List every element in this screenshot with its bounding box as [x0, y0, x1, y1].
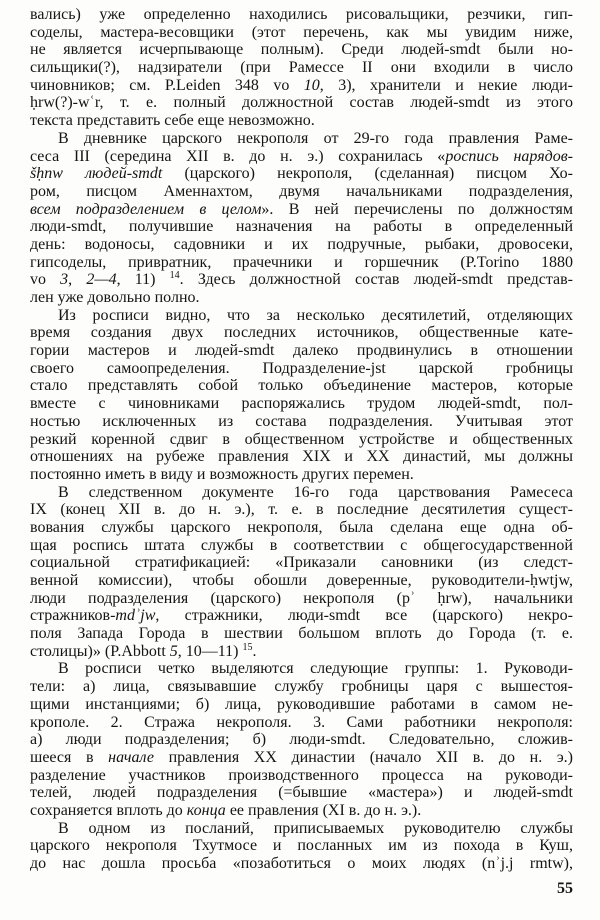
text-line: [30, 218, 573, 236]
text-line: [30, 59, 573, 77]
text-line: [30, 749, 573, 767]
text-run: вались) уже определенно находились рисовальщики, резчики, гип-: [30, 6, 573, 23]
italic-text: конца: [186, 801, 226, 819]
text-run: своего самоопределения. Подразделение-jst царской гробницы: [30, 359, 573, 377]
text-run: сохраняется вплоть до: [30, 801, 187, 819]
text-line: [30, 731, 573, 749]
italic-text: šḥnw людей-smdt: [30, 165, 163, 183]
footnote-ref: 15: [242, 641, 253, 653]
text-run: день: водоносы, садовники и их подручные, рыбаки, дровосеки,: [30, 235, 573, 253]
text-line: [30, 201, 573, 219]
text-line: [30, 484, 573, 502]
text-run: IX (конец XII в. до н. э.), т. е. в последние десятилетия сущест-: [30, 501, 573, 519]
text-run: резкий коренной сдвиг в общественном устройстве и общественных: [30, 430, 573, 448]
text-line: [30, 324, 573, 342]
text-run: (царского) некрополя, (сделанная) писцом Хо-: [162, 165, 573, 183]
text-run: , 10—11): [177, 642, 243, 660]
text-line: [30, 501, 573, 519]
text-run: отношениях на рубеже правления XIX и XX династий, мы должны: [30, 448, 573, 466]
text-run: , 11): [116, 271, 170, 289]
text-run: не является исчерпывающе полным). Среди людей-smdt были но-: [30, 41, 573, 59]
text-line: [30, 307, 573, 325]
text-line: [30, 377, 573, 395]
text-line: [30, 413, 573, 431]
text-run: , 3), хранители и некие люди-: [319, 76, 573, 94]
text-line: [30, 519, 573, 537]
text-line: [30, 360, 573, 378]
text-run: В следственном документе 16-го года царствования Рамесеса: [58, 483, 573, 501]
text-run: постоянно иметь в виду и возможность других перемен.: [30, 465, 414, 483]
text-run: шееся в: [30, 748, 109, 766]
text-run: люди-smdt, получившие назначения на работы в определенный: [30, 218, 573, 236]
text-run: вместе с чиновниками распоряжались трудом людей-smdt, пол-: [30, 395, 573, 413]
italic-text: 3: [60, 271, 69, 289]
text-run: В росписи четко выделяются следующие группы: 1. Руководи-: [58, 660, 573, 678]
text-run: люди подразделения (царского) некрополя (pʾ ḥrw), начальники: [30, 589, 573, 607]
text-line: [30, 94, 573, 112]
text-line: [30, 289, 573, 307]
text-line: [30, 148, 573, 166]
footnote-ref: 14: [169, 270, 180, 282]
text-run: вования службы царского некрополя, была сделана еще одна об-: [30, 518, 573, 536]
text-run: щими инстанциями; б) лица, руководившие работами в самом не-: [30, 695, 573, 713]
text-run: социальной стратификацией: «Приказали сановники (из следст-: [30, 554, 573, 572]
text-line: [30, 342, 573, 360]
text-run: стражников-: [30, 607, 116, 625]
text-run: стало представлять собой только объединение мастеров, которые: [30, 377, 573, 395]
text-line: [30, 271, 573, 289]
text-line: [30, 77, 573, 95]
text-run: тели: а) лица, связывавшие службу гробницы царя с вышестоя-: [30, 678, 573, 696]
text-line: [30, 41, 573, 59]
text-run: а) люди подразделения; б) люди-smdt. Следовательно, сложив-: [30, 731, 573, 749]
text-line: [30, 183, 573, 201]
text-line: [30, 165, 573, 183]
text-line: [30, 112, 573, 130]
text-line: [30, 431, 573, 449]
text-run: гипсоделы, привратник, прачечники и горшечник (P.Torino 1880: [30, 253, 573, 271]
paragraph: [30, 6, 573, 130]
paragraph: [30, 307, 573, 484]
text-run: ностью исключенных из состава подразделения. Учитывая этот: [30, 412, 573, 430]
paragraph: [30, 660, 573, 819]
text-run: щая роспись штата службы в соответствии с общегосударственной: [30, 536, 573, 554]
text-run: соделы, мастера-весовщики (этот перечень, как мы увидим ниже,: [30, 23, 573, 41]
text-line: [30, 466, 573, 484]
text-run: В дневнике царского некрополя от 29-го года правления Раме-: [58, 129, 573, 147]
text-line: [30, 130, 573, 148]
text-line: [30, 236, 573, 254]
text-line: [30, 6, 573, 24]
text-run: чиновников; см. P.Leiden 348 vo: [30, 76, 304, 94]
text-run: текста представить себе еще невозможно.: [30, 112, 315, 130]
text-line: [30, 554, 573, 572]
italic-text: всем подразделением в целом: [30, 200, 262, 218]
text-line: [30, 660, 573, 678]
text-line: [30, 837, 573, 855]
text-line: [30, 24, 573, 42]
text-run: телей, людей подразделения (=бывшие «мастера») и людей-smdt: [30, 784, 573, 802]
page-body: [30, 6, 573, 873]
text-run: В одном из посланий, приписываемых руководителю службы: [58, 819, 573, 837]
text-run: поля Запада Города в шествии большом вплоть до Города (т. е.: [30, 625, 573, 643]
text-line: [30, 572, 573, 590]
text-run: vo: [30, 271, 61, 289]
text-run: Из росписи видно, что за несколько десятилетий, отделяющих: [58, 306, 573, 324]
italic-text: 10: [303, 76, 320, 94]
text-line: [30, 784, 573, 802]
paragraph: [30, 484, 573, 661]
page-number: 55: [557, 880, 573, 897]
text-run: до нас дошла просьба «позаботиться о моих людях (nʾj.j rmtw),: [30, 855, 573, 872]
text-line: [30, 696, 573, 714]
text-run: ,: [68, 271, 87, 289]
text-run: . Здесь должностной состав людей-smdt представ-: [179, 271, 573, 289]
italic-text: 2—4: [86, 271, 117, 289]
text-line: [30, 537, 573, 555]
text-run: лен уже довольно полно.: [30, 289, 200, 306]
italic-text: 5: [169, 642, 178, 660]
text-run: ». В ней перечислены по должностям: [261, 200, 574, 218]
paragraph: [30, 130, 573, 307]
text-line: [30, 590, 573, 608]
text-run: разделение участников производственного процесса на руководи-: [30, 766, 573, 784]
text-run: ḥrw(?)-wʿr, т. е. полный должностной состав людей-smdt из этого: [30, 94, 573, 112]
text-line: [30, 607, 573, 625]
text-line: [30, 820, 573, 838]
text-line: [30, 678, 573, 696]
text-line: [30, 714, 573, 732]
text-line: [30, 625, 573, 643]
text-run: ее правления (XI в. до н. э.).: [225, 801, 422, 819]
paragraph: [30, 820, 573, 873]
italic-text: mdʾjw: [115, 607, 156, 625]
text-line: [30, 395, 573, 413]
text-line: [30, 254, 573, 272]
text-run: сильщики(?), надзиратели (при Рамессе II они входили в число: [30, 59, 573, 77]
italic-text: начале: [108, 748, 154, 766]
text-run: гории мастеров и людей-smdt далеко продвинулись в отношении: [30, 342, 573, 360]
text-run: правления XX династии (начало XII в. до н. э.): [154, 748, 574, 766]
text-run: .: [252, 642, 257, 660]
text-line: [30, 643, 573, 661]
text-line: [30, 448, 573, 466]
text-run: сеса III (середина XII в. до н. э.) сохранилась «: [30, 147, 446, 165]
italic-text: роспись нарядов-: [445, 147, 574, 165]
text-line: [30, 802, 573, 820]
text-run: царского некрополя Тхутмосе и посланных им из похода в Куш,: [30, 837, 573, 855]
text-line: [30, 767, 573, 785]
text-run: венной комиссии), чтобы обошли доверенные, руководители-ḥwtjw,: [30, 572, 573, 589]
text-run: столицы)» (P.Abbott: [30, 642, 170, 660]
text-line: [30, 855, 573, 873]
text-run: крополе. 2. Стража некрополя. 3. Сами работники некрополя:: [30, 713, 573, 731]
text-run: , стражники, люди-smdt все (царского) некро-: [155, 607, 573, 625]
text-run: ром, писцом Аменнахтом, двумя начальниками подразделения,: [30, 182, 573, 200]
text-run: время создания двух последних источников, общественные кате-: [30, 324, 573, 342]
